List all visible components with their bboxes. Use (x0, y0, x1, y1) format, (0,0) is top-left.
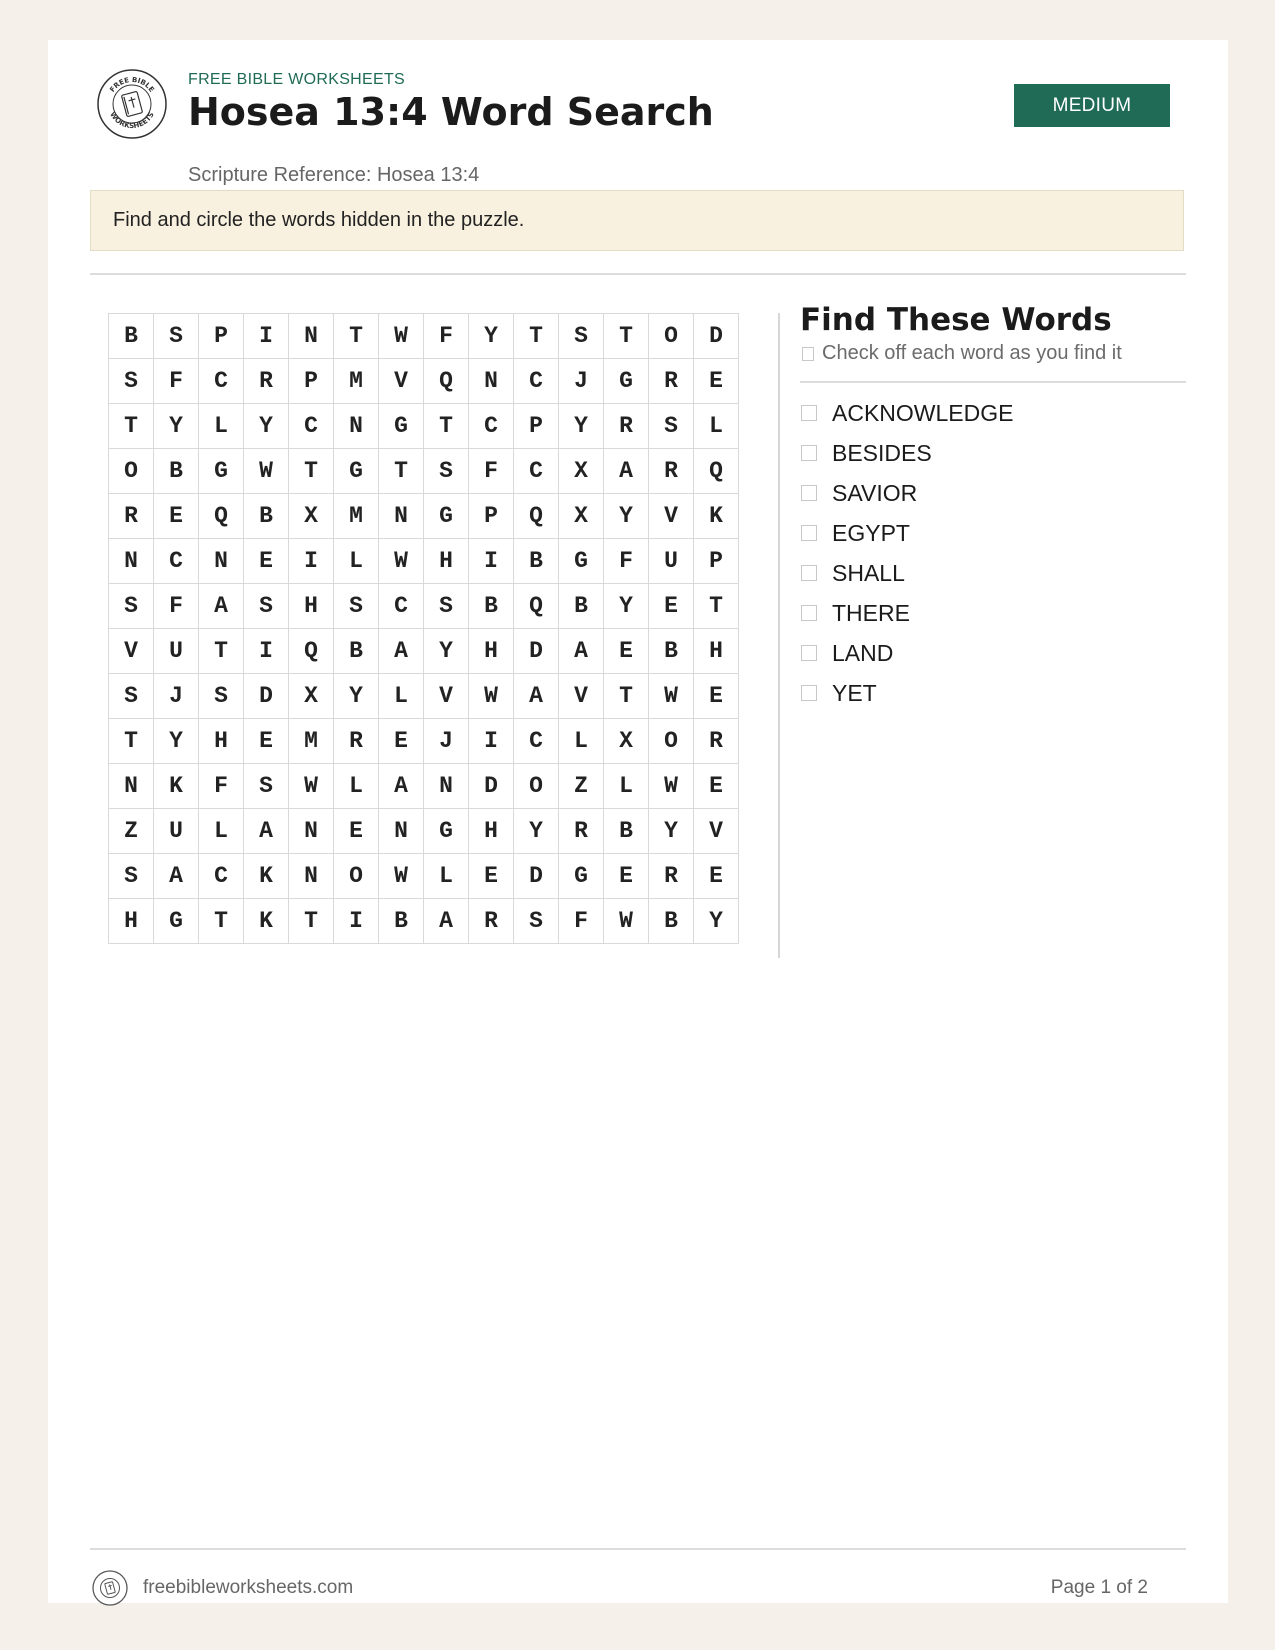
grid-cell[interactable]: E (244, 539, 289, 584)
grid-cell[interactable]: Q (424, 359, 469, 404)
difficulty-badge: MEDIUM (1014, 84, 1170, 127)
grid-cell[interactable]: G (199, 449, 244, 494)
grid-cell[interactable]: U (154, 629, 199, 674)
grid-cell[interactable]: B (559, 584, 604, 629)
grid-cell[interactable]: B (379, 899, 424, 944)
grid-cell[interactable]: Y (559, 404, 604, 449)
grid-cell[interactable]: R (469, 899, 514, 944)
grid-cell[interactable]: W (289, 764, 334, 809)
grid-row (109, 539, 739, 584)
grid-cell[interactable]: S (109, 674, 154, 719)
grid-cell[interactable]: W (379, 854, 424, 899)
word-list-item[interactable] (800, 633, 1188, 673)
grid-cell[interactable]: N (469, 359, 514, 404)
grid-cell[interactable]: U (649, 539, 694, 584)
grid-cell[interactable]: B (244, 494, 289, 539)
grid-cell[interactable]: Y (154, 404, 199, 449)
grid-cell[interactable]: C (469, 404, 514, 449)
grid-cell[interactable]: E (154, 494, 199, 539)
grid-cell[interactable]: I (469, 719, 514, 764)
grid-cell[interactable]: E (244, 719, 289, 764)
grid-cell[interactable]: B (514, 539, 559, 584)
grid-cell[interactable]: P (694, 539, 739, 584)
grid-cell[interactable]: D (514, 629, 559, 674)
word-checkbox[interactable] (801, 685, 817, 701)
word-list (800, 393, 1188, 713)
grid-cell[interactable]: B (154, 449, 199, 494)
grid-cell[interactable]: X (559, 494, 604, 539)
grid-cell[interactable]: A (604, 449, 649, 494)
grid-cell[interactable]: T (199, 629, 244, 674)
grid-cell[interactable]: N (424, 764, 469, 809)
grid-cell[interactable]: X (289, 494, 334, 539)
grid-cell[interactable]: Q (694, 449, 739, 494)
word-checkbox[interactable] (801, 565, 817, 581)
grid-cell[interactable]: E (604, 854, 649, 899)
grid-cell[interactable]: Q (199, 494, 244, 539)
grid-cell[interactable]: Y (604, 584, 649, 629)
word-list-item[interactable] (800, 433, 1188, 473)
grid-cell[interactable]: R (334, 719, 379, 764)
grid-cell[interactable]: C (514, 719, 559, 764)
grid-cell[interactable]: K (154, 764, 199, 809)
grid-cell[interactable]: W (379, 314, 424, 359)
grid-cell[interactable]: S (559, 314, 604, 359)
word-list-hint (800, 342, 1188, 365)
grid-cell[interactable]: L (199, 404, 244, 449)
grid-cell[interactable]: C (514, 359, 559, 404)
grid-cell[interactable]: R (109, 494, 154, 539)
grid-cell[interactable]: A (379, 629, 424, 674)
grid-cell[interactable]: R (694, 719, 739, 764)
grid-cell[interactable]: P (289, 359, 334, 404)
word-checkbox[interactable] (801, 605, 817, 621)
grid-cell[interactable]: C (154, 539, 199, 584)
grid-cell[interactable]: S (514, 899, 559, 944)
grid-cell[interactable]: N (289, 854, 334, 899)
grid-cell[interactable]: S (244, 584, 289, 629)
grid-cell[interactable]: E (469, 854, 514, 899)
grid-cell[interactable]: P (469, 494, 514, 539)
grid-cell[interactable]: V (694, 809, 739, 854)
grid-cell[interactable]: A (559, 629, 604, 674)
grid-cell[interactable]: T (604, 314, 649, 359)
word-label: SHALL (832, 559, 905, 586)
grid-cell[interactable]: S (424, 584, 469, 629)
grid-cell[interactable]: K (244, 899, 289, 944)
grid-row (109, 764, 739, 809)
grid-cell[interactable]: L (199, 809, 244, 854)
grid-cell[interactable]: I (469, 539, 514, 584)
grid-cell[interactable]: H (469, 809, 514, 854)
grid-cell[interactable]: O (649, 314, 694, 359)
grid-cell[interactable]: H (109, 899, 154, 944)
grid-cell[interactable]: C (199, 359, 244, 404)
grid-cell[interactable]: A (199, 584, 244, 629)
word-label: THERE (832, 599, 910, 626)
grid-cell[interactable]: R (244, 359, 289, 404)
grid-cell[interactable]: G (334, 449, 379, 494)
grid-cell[interactable]: G (559, 539, 604, 584)
grid-cell[interactable]: A (424, 899, 469, 944)
grid-cell[interactable]: H (469, 629, 514, 674)
grid-cell[interactable]: L (334, 764, 379, 809)
grid-cell[interactable]: S (109, 359, 154, 404)
grid-cell[interactable]: H (289, 584, 334, 629)
grid-cell[interactable]: S (424, 449, 469, 494)
grid-cell[interactable]: K (694, 494, 739, 539)
grid-cell[interactable]: V (109, 629, 154, 674)
grid-cell[interactable]: I (244, 629, 289, 674)
grid-cell[interactable]: D (514, 854, 559, 899)
grid-row (109, 494, 739, 539)
bible-logo-icon (96, 68, 168, 140)
grid-cell[interactable]: N (199, 539, 244, 584)
grid-cell[interactable]: K (244, 854, 289, 899)
grid-cell[interactable]: L (604, 764, 649, 809)
grid-cell[interactable]: T (289, 449, 334, 494)
grid-cell[interactable]: Q (514, 494, 559, 539)
grid-cell[interactable]: O (334, 854, 379, 899)
grid-cell[interactable]: L (694, 404, 739, 449)
word-list-item[interactable] (800, 393, 1188, 433)
grid-cell[interactable]: Y (334, 674, 379, 719)
grid-cell[interactable]: R (604, 404, 649, 449)
grid-cell[interactable]: S (334, 584, 379, 629)
grid-cell[interactable]: T (694, 584, 739, 629)
word-list-title: Find These Words (800, 302, 1112, 338)
grid-cell[interactable]: C (289, 404, 334, 449)
word-checkbox[interactable] (801, 485, 817, 501)
grid-cell[interactable]: B (649, 899, 694, 944)
grid-cell[interactable]: N (109, 764, 154, 809)
grid-cell[interactable]: R (559, 809, 604, 854)
svg-text:FREE BIBLE: FREE BIBLE (108, 75, 156, 94)
grid-cell[interactable]: T (604, 674, 649, 719)
grid-cell[interactable]: I (244, 314, 289, 359)
grid-cell[interactable]: C (199, 854, 244, 899)
grid-cell[interactable]: W (649, 674, 694, 719)
grid-cell[interactable]: H (199, 719, 244, 764)
footer-divider (90, 1548, 1186, 1550)
grid-cell[interactable]: W (604, 899, 649, 944)
grid-cell[interactable]: V (649, 494, 694, 539)
grid-cell[interactable]: O (514, 764, 559, 809)
grid-cell[interactable]: B (469, 584, 514, 629)
grid-row (109, 584, 739, 629)
grid-cell[interactable]: N (379, 809, 424, 854)
divider (800, 381, 1186, 383)
grid-row (109, 899, 739, 944)
column-divider (778, 313, 780, 958)
instructions-box (90, 190, 1184, 251)
grid-cell[interactable]: Q (514, 584, 559, 629)
grid-cell[interactable]: F (199, 764, 244, 809)
grid-cell[interactable]: X (559, 449, 604, 494)
grid-cell[interactable]: H (694, 629, 739, 674)
word-label: BESIDES (832, 439, 932, 466)
bible-logo-icon (92, 1570, 128, 1606)
grid-cell[interactable]: D (244, 674, 289, 719)
grid-cell[interactable]: C (514, 449, 559, 494)
grid-cell[interactable]: O (109, 449, 154, 494)
word-list-item[interactable] (800, 473, 1188, 513)
word-label: LAND (832, 639, 894, 666)
grid-cell[interactable]: W (379, 539, 424, 584)
grid-cell[interactable]: Y (604, 494, 649, 539)
grid-cell[interactable]: V (559, 674, 604, 719)
grid-cell[interactable]: E (604, 629, 649, 674)
grid-cell[interactable]: Y (649, 809, 694, 854)
grid-cell[interactable]: T (424, 404, 469, 449)
grid-cell[interactable]: B (649, 629, 694, 674)
grid-cell[interactable]: N (379, 494, 424, 539)
grid-cell[interactable]: Y (244, 404, 289, 449)
grid-cell[interactable]: R (649, 854, 694, 899)
grid-cell[interactable]: M (289, 719, 334, 764)
word-checkbox[interactable] (801, 445, 817, 461)
grid-cell[interactable]: F (154, 359, 199, 404)
grid-cell[interactable]: X (289, 674, 334, 719)
grid-cell[interactable]: S (109, 584, 154, 629)
grid-cell[interactable]: G (379, 404, 424, 449)
grid-cell[interactable]: L (334, 539, 379, 584)
grid-cell[interactable]: F (559, 899, 604, 944)
grid-cell[interactable]: E (649, 584, 694, 629)
grid-cell[interactable]: L (424, 854, 469, 899)
grid-cell[interactable]: S (199, 674, 244, 719)
word-list-item[interactable] (800, 673, 1188, 713)
divider (90, 273, 1186, 275)
word-checkbox[interactable] (801, 525, 817, 541)
word-list-item[interactable] (800, 593, 1188, 633)
grid-cell[interactable]: A (379, 764, 424, 809)
grid-cell[interactable]: N (289, 314, 334, 359)
grid-cell[interactable]: G (559, 854, 604, 899)
word-search-grid (108, 313, 739, 944)
grid-cell[interactable]: O (649, 719, 694, 764)
grid-cell[interactable]: E (694, 764, 739, 809)
grid-cell[interactable]: D (694, 314, 739, 359)
grid-cell[interactable]: M (334, 494, 379, 539)
grid-cell[interactable]: H (424, 539, 469, 584)
grid-cell[interactable]: B (109, 314, 154, 359)
grid-cell[interactable]: S (244, 764, 289, 809)
footer-site-link[interactable]: freebibleworksheets.com (143, 1577, 354, 1598)
grid-cell[interactable]: Z (559, 764, 604, 809)
word-label: EGYPT (832, 519, 910, 546)
grid-cell[interactable]: I (289, 539, 334, 584)
grid-row (109, 359, 739, 404)
worksheet-page (48, 40, 1228, 1603)
grid-cell[interactable]: T (514, 314, 559, 359)
grid-row (109, 674, 739, 719)
grid-cell[interactable]: E (694, 854, 739, 899)
checkbox-icon (802, 347, 814, 361)
scripture-reference: Scripture Reference: Hosea 13:4 (188, 164, 480, 186)
word-list-item[interactable] (800, 553, 1188, 593)
word-list-item[interactable] (800, 513, 1188, 553)
instructions-text: Find and circle the words hidden in the puzzle. (113, 209, 525, 231)
grid-cell[interactable]: Z (109, 809, 154, 854)
grid-cell[interactable]: L (379, 674, 424, 719)
grid-cell[interactable]: N (109, 539, 154, 584)
word-label: ACKNOWLEDGE (832, 399, 1014, 426)
grid-cell[interactable]: S (154, 314, 199, 359)
grid-cell[interactable]: B (604, 809, 649, 854)
grid-cell[interactable]: E (694, 359, 739, 404)
grid-cell[interactable]: T (109, 404, 154, 449)
grid-row (109, 314, 739, 359)
grid-cell[interactable]: Y (424, 629, 469, 674)
grid-cell[interactable]: G (424, 494, 469, 539)
grid-cell[interactable]: T (379, 449, 424, 494)
grid-row (109, 629, 739, 674)
word-label: SAVIOR (832, 479, 918, 506)
grid-cell[interactable]: S (649, 404, 694, 449)
grid-cell[interactable]: W (244, 449, 289, 494)
grid-cell[interactable]: W (469, 674, 514, 719)
grid-cell[interactable]: T (199, 899, 244, 944)
grid-cell[interactable]: F (469, 449, 514, 494)
grid-cell[interactable]: W (649, 764, 694, 809)
grid-cell[interactable]: S (109, 854, 154, 899)
grid-cell[interactable]: J (424, 719, 469, 764)
grid-cell[interactable]: U (154, 809, 199, 854)
grid-cell[interactable]: A (514, 674, 559, 719)
grid-cell[interactable]: P (199, 314, 244, 359)
grid-cell[interactable]: Y (154, 719, 199, 764)
grid-cell[interactable]: G (604, 359, 649, 404)
grid-cell[interactable]: V (379, 359, 424, 404)
word-label: YET (832, 679, 877, 706)
grid-cell[interactable]: P (514, 404, 559, 449)
grid-cell[interactable]: N (289, 809, 334, 854)
grid-cell[interactable]: A (244, 809, 289, 854)
grid-cell[interactable]: T (109, 719, 154, 764)
grid-row (109, 404, 739, 449)
grid-cell[interactable]: F (154, 584, 199, 629)
grid-row (109, 719, 739, 764)
grid-cell[interactable]: Y (469, 314, 514, 359)
word-checkbox[interactable] (801, 405, 817, 421)
grid-cell[interactable]: L (559, 719, 604, 764)
word-list-panel (800, 300, 1188, 713)
grid-cell[interactable]: Y (694, 899, 739, 944)
grid-cell[interactable]: T (289, 899, 334, 944)
grid-cell[interactable]: E (379, 719, 424, 764)
grid-cell[interactable]: Y (514, 809, 559, 854)
grid-cell[interactable]: E (694, 674, 739, 719)
grid-cell[interactable]: C (379, 584, 424, 629)
grid-cell[interactable]: G (424, 809, 469, 854)
grid-cell[interactable]: F (424, 314, 469, 359)
word-checkbox[interactable] (801, 645, 817, 661)
grid-row (109, 854, 739, 899)
word-list-hint-text: Check off each word as you find it (822, 342, 1122, 365)
grid-cell[interactable]: V (424, 674, 469, 719)
grid-cell[interactable]: N (334, 404, 379, 449)
grid-cell[interactable]: R (649, 449, 694, 494)
page-number: Page 1 of 2 (1050, 1577, 1148, 1598)
page-title: Hosea 13:4 Word Search (188, 90, 714, 134)
grid-cell[interactable]: T (334, 314, 379, 359)
grid-cell[interactable]: M (334, 359, 379, 404)
grid-cell[interactable]: E (334, 809, 379, 854)
brand-label: FREE BIBLE WORKSHEETS (188, 71, 406, 88)
svg-text:WORKSHEETS: WORKSHEETS (108, 110, 156, 131)
grid-row (109, 809, 739, 854)
grid-cell[interactable]: X (604, 719, 649, 764)
grid-cell[interactable]: J (559, 359, 604, 404)
grid-cell[interactable]: Q (289, 629, 334, 674)
grid-cell[interactable]: B (334, 629, 379, 674)
grid-cell[interactable]: G (154, 899, 199, 944)
grid-cell[interactable]: F (604, 539, 649, 584)
grid-row (109, 449, 739, 494)
grid-cell[interactable]: J (154, 674, 199, 719)
grid-cell[interactable]: D (469, 764, 514, 809)
grid-cell[interactable]: R (649, 359, 694, 404)
grid-cell[interactable]: I (334, 899, 379, 944)
grid-cell[interactable]: A (154, 854, 199, 899)
